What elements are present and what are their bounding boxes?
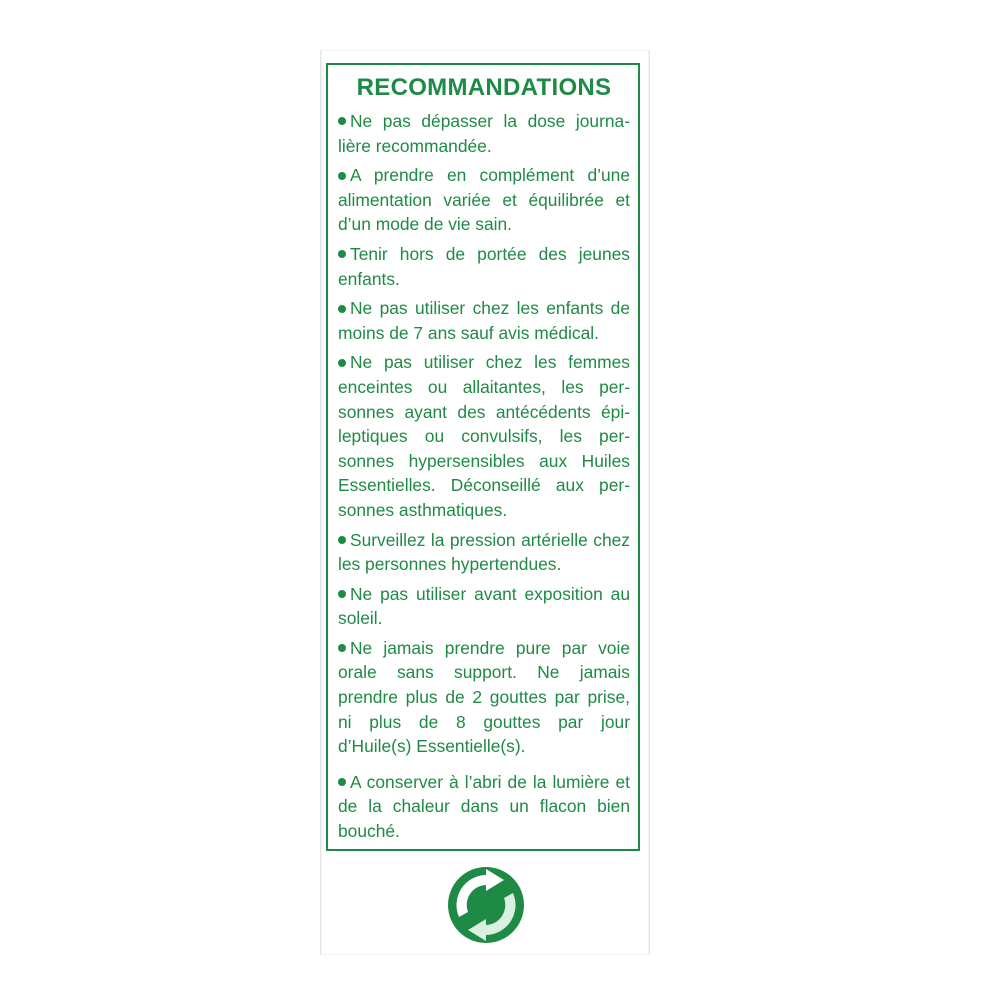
- recommendations-list: [338, 109, 630, 844]
- bullet-icon: [338, 778, 346, 786]
- recommendation-text: Ne pas dépasser la dose journa-lière recommandée.: [338, 111, 630, 156]
- recommendation-text: Ne pas utiliser chez les femmes enceintes ou allaitantes, les per-sonnes ayant des antécédents épi-leptiques ou convulsifs, les per-sonnes hypersensibles aux Huiles Essentielles. Déconseillé aux per-sonnes asthmatiques.: [338, 352, 630, 520]
- recommendation-text: Ne pas utiliser chez les enfants de moins de 7 ans sauf avis médical.: [338, 298, 630, 343]
- recommendation-item: [338, 296, 630, 345]
- recommendation-item: [338, 582, 630, 631]
- bullet-icon: [338, 536, 346, 544]
- recommendation-item: [338, 528, 630, 577]
- bullet-icon: [338, 172, 346, 180]
- green-dot-recycling-icon: [446, 865, 526, 945]
- recommendation-item: [338, 770, 630, 844]
- recommendation-item: [338, 242, 630, 291]
- bullet-icon: [338, 117, 346, 125]
- recommendation-text: Surveillez la pression artérielle chez les personnes hypertendues.: [338, 529, 630, 575]
- recommendation-text: Tenir hors de portée des jeunes enfants.: [338, 243, 630, 289]
- recommendation-item: [338, 109, 630, 158]
- recommendation-text: Ne jamais prendre pure par voie orale sans support. Ne jamais prendre plus de 2 gouttes par prise, ni plus de 8 gouttes par jour d’Huile(s) Essentielle(s).: [338, 637, 630, 757]
- recommendation-text: A conserver à l’abri de la lumière et de la chaleur dans un flacon bien bouché.: [338, 771, 630, 842]
- bullet-icon: [338, 644, 346, 652]
- recommendation-item: [338, 350, 630, 522]
- recommendation-item: [338, 636, 630, 759]
- recommendations-title: RECOMMANDATIONS: [356, 74, 612, 101]
- recommendation-text: Ne pas utiliser avant exposition au soleil.: [338, 583, 630, 629]
- product-label-panel: [320, 50, 650, 955]
- recommendation-text: A prendre en complément d’une alimentation variée et équilibrée et d’un mode de vie sain.: [338, 165, 630, 235]
- bullet-icon: [338, 305, 346, 313]
- recommendations-box: [326, 63, 640, 851]
- bullet-icon: [338, 590, 346, 598]
- bullet-icon: [338, 250, 346, 258]
- bullet-icon: [338, 359, 346, 367]
- recommendation-item: [338, 163, 630, 237]
